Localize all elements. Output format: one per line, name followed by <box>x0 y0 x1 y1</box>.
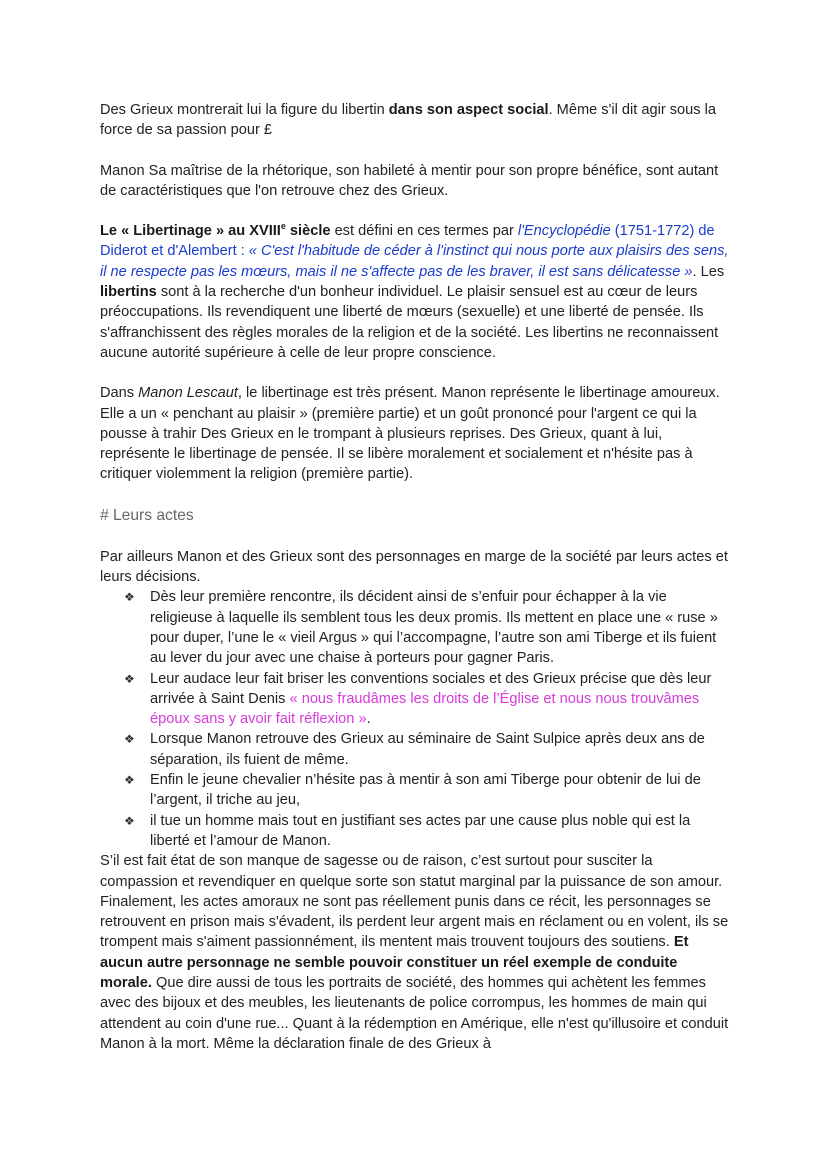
encyclopedie-quote: « C'est l'habitude de céder à l'instinct qui nous porte aux plaisirs des sens, il ne respecte pas les mœurs, mais il ne s'affecte pas de les braver, il est sans délicatesse » <box>100 243 729 280</box>
text: Finalement, les actes amoraux ne sont pas réellement punis dans ce récit, les personnages se retrouvent en prison mais s'évadent, ils perdent leur argent mais en réclament ou en volent, ils se trompent mais s'aiment passionnément, ils mentent mais trouvent toujours des soutiens. <box>100 893 729 951</box>
text: Manon Sa maîtrise de la rhétorique, son habileté à mentir pour son propre bénéfice, sont autant de caractéristiques que l'on retrouve chez des Grieux. <box>100 162 719 199</box>
text: S’il est fait état de son manque de sagesse ou de raison, c’est surtout pour susciter la compassion et revendiquer en quelque sorte son statut marginal par la puissance de son amour. <box>100 853 723 890</box>
bold-text: libertins <box>100 284 157 301</box>
paragraph-marge <box>100 547 730 588</box>
diamond-bullet-icon: ❖ <box>124 671 135 686</box>
text: . Même s'il dit agir sous la force de sa passion pour £ <box>100 102 716 139</box>
paragraph-manon-lescaut <box>100 383 730 484</box>
actions-list <box>100 587 730 851</box>
diamond-bullet-icon: ❖ <box>124 732 135 747</box>
list-item: ❖ Lorsque Manon retrouve des Grieux au séminaire de Saint Sulpice après deux ans de séparation, ils fuient de même. <box>124 731 705 768</box>
paragraph-intro <box>100 100 730 141</box>
highlighted-quote: « nous fraudâmes les droits de l’Église et nous nous trouvâmes époux sans y avoir fait réflexion » <box>150 690 700 728</box>
diamond-bullet-icon: ❖ <box>124 813 135 828</box>
bold-text: Le « Libertinage » au XVIIIe siècle <box>100 221 331 240</box>
diamond-bullet-icon: ❖ <box>124 773 135 788</box>
paragraph-libertinage-definition <box>100 221 730 363</box>
diamond-bullet-icon: ❖ <box>124 590 135 605</box>
bold-text: dans son aspect social <box>388 102 549 118</box>
superscript: e <box>280 221 286 232</box>
text: sont à la recherche d'un bonheur individuel. Le plaisir sensuel est au cœur de leurs préoccupations. Ils revendiquent une liberté de mœurs (sexuelle) et une liberté de pensée. Ils s'affranchissent des règles morales de la religion et de la société. Les libertins ne reconnaissent aucune autorité supérieure à celle de leur propre conscience. <box>100 284 719 361</box>
text: , le libertinage est très présent. Manon représente le libertinage amoureux. Elle a un « penchant au plaisir » (première partie) et un goût prononcé pour l'argent ce qui la pousse à trahir Des Grieux en le trompant à plusieurs reprises. Des Grieux, quant à lui, représente le libertinage de pensée. Il se libère moralement et socialement et n'hésite pas à critiquer violemment la religion (première partie). <box>100 385 720 483</box>
book-title: Manon Lescaut <box>138 385 238 402</box>
text: Par ailleurs Manon et des Grieux sont des personnages en marge de la société par leurs actes et leurs décisions. <box>100 548 728 586</box>
document-body <box>100 100 730 1054</box>
list-item: ❖ Enfin le jeune chevalier n’hésite pas à mentir à son ami Tiberge pour obtenir de lui de l’argent, il triche au jeu, <box>124 772 701 809</box>
text: Que dire aussi de tous les portraits de société, des hommes qui achètent les femmes avec des bijoux et des meubles, les lieutenants de police corrompus, les hommes de main qui attendent au coin d'une rue... Quant à la rédemption en Amérique, elle n'est qu'illusoire et conduit Manon à la mort. Même la déclaration finale de des Grieux à <box>100 974 729 1052</box>
text: est défini en ces termes par <box>330 223 518 240</box>
section-heading: # Leurs actes <box>100 506 194 524</box>
list-item: ❖ Dès leur première rencontre, ils décident ainsi de s’enfuir pour échapper à la vie religieuse à laquelle ils semblent tous les deux promis. Ils mettent en place une « ruse » pour duper, l’une le « vieil Argus » qui l’accompagne, l’autre son ami Tiberge et ils fuient au lever du jour avec une chaise à porteurs pour gagner Paris. <box>124 589 718 667</box>
paragraph-conclusion <box>100 892 730 1054</box>
list-item: ❖ il tue un homme mais tout en justifiant ses actes par une cause plus noble qui est la liberté et l’amour de Manon. <box>124 812 691 849</box>
text: Des Grieux montrerait lui la figure du libertin <box>100 102 389 118</box>
paragraph-manon <box>100 161 730 202</box>
text: Dans <box>100 385 139 402</box>
encyclopedie-link[interactable]: l'Encyclopédie (1751-1772) de Diderot et d'Alembert : <box>100 223 715 260</box>
list-item: ❖ Leur audace leur fait briser les conventions sociales et des Grieux précise que dès leur arrivée à Saint Denis « nous fraudâmes les droits de l’Église et nous nous trouvâmes époux sans y avoir fait réflexion ». <box>124 670 712 728</box>
text: . Les <box>692 263 725 280</box>
paragraph-compassion <box>100 851 730 892</box>
bold-text: Et aucun autre personnage ne semble pouvoir constituer un réel exemple de conduite morale. <box>100 934 689 991</box>
